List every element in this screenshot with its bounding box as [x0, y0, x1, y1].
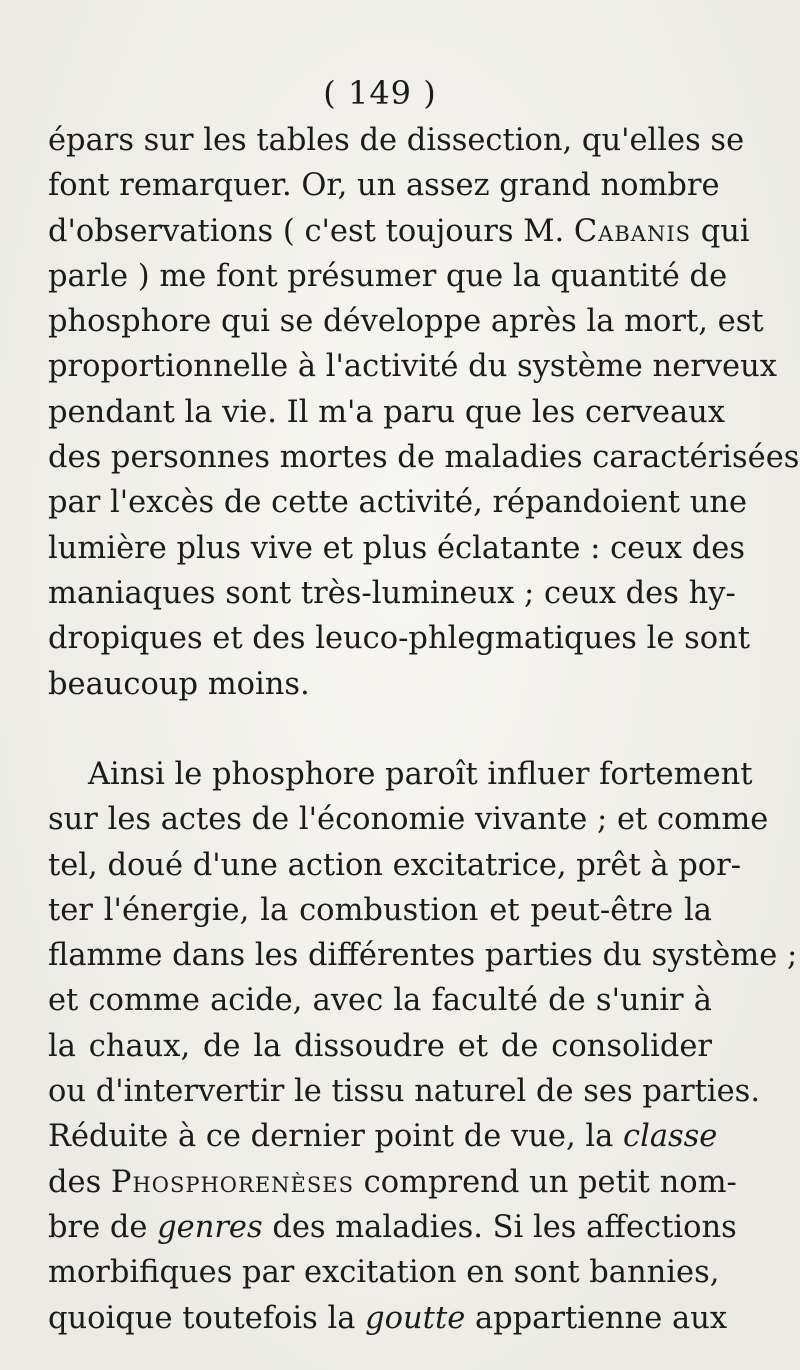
text-segment: flamme dans les différentes parties du système ; [48, 938, 798, 974]
page-number: ( 149 ) [323, 74, 437, 112]
small-caps-text: Phosphorenèses [110, 1164, 354, 1200]
text-line [48, 1160, 737, 1205]
text-segment: tel, doué d'une action excitatrice, prêt à por- [48, 847, 742, 883]
text-line [48, 163, 720, 208]
text-segment: ou d'intervertir le tissu naturel de ses parties. [48, 1074, 761, 1110]
text-segment: par l'excès de cette activité, répandoient une [48, 485, 748, 521]
text-line [48, 390, 725, 435]
text-segment: la chaux, de la dissoudre et de consolider [48, 1028, 712, 1064]
paragraph-1 [48, 118, 800, 707]
text-segment: beaucoup moins. [48, 666, 310, 702]
text-segment: appartienne aux [465, 1300, 728, 1336]
text-segment: Ainsi le phosphore paroît influer fortement [88, 757, 753, 792]
text-line [48, 435, 800, 480]
text-segment: et comme acide, avec la faculté de s'unir à [48, 983, 712, 1019]
text-line [48, 254, 728, 299]
text-segment: des maladies. Si les affections [262, 1209, 737, 1245]
text-line [48, 888, 712, 933]
text-line [48, 209, 750, 254]
text-segment: Réduite à ce dernier point de vue, la [48, 1119, 623, 1155]
text-line [48, 1250, 720, 1295]
italic-text: goutte [365, 1300, 466, 1336]
text-line [48, 571, 736, 616]
text-line [48, 933, 798, 978]
text-line [48, 797, 769, 842]
text-line [48, 616, 751, 661]
text-segment: maniaques sont très-lumineux ; ceux des hy- [48, 575, 736, 611]
text-segment: dropiques et des leuco-phlegmatiques le sont [48, 621, 751, 657]
text-segment: pendant la vie. Il m'a paru que les cerveaux [48, 394, 725, 430]
text-segment: des [48, 1164, 111, 1200]
text-line [48, 1114, 718, 1159]
text-line [48, 299, 764, 344]
text-segment: bre de [48, 1209, 158, 1245]
text-line [48, 662, 712, 707]
text-line [48, 843, 742, 888]
text-segment: comprend un petit nom- [353, 1164, 737, 1200]
text-line [48, 480, 748, 525]
text-segment: proportionnelle à l'activité du système nerveux [48, 349, 777, 385]
paragraph-2 [48, 752, 798, 1341]
text-line [48, 1205, 737, 1250]
italic-text: classe [622, 1119, 718, 1155]
text-line [48, 752, 753, 797]
italic-text: genres [157, 1209, 263, 1245]
text-segment: morbifiques par excitation en sont bannies, [48, 1255, 720, 1291]
text-segment: qui [691, 213, 750, 249]
text-line [48, 1296, 728, 1341]
text-segment: d'observations ( c'est toujours M. [48, 213, 574, 249]
text-segment: lumière plus vive et plus éclatante : ceux des [48, 530, 745, 566]
small-caps-text: Cabanis [573, 213, 692, 249]
text-segment: font remarquer. Or, un assez grand nombre [48, 168, 720, 204]
text-line [48, 1024, 712, 1069]
text-line [48, 118, 745, 163]
text-line [48, 344, 777, 389]
text-segment: ter l'énergie, la combustion et peut-être la [48, 892, 712, 928]
text-line [48, 1069, 761, 1114]
text-segment: épars sur les tables de dissection, qu'elles se [48, 123, 745, 158]
text-segment: des personnes mortes de maladies caractérisées [48, 440, 800, 476]
text-segment: sur les actes de l'économie vivante ; et comme [48, 802, 769, 838]
text-segment: parle ) me font présumer que la quantité de [48, 258, 728, 294]
text-line [48, 978, 712, 1023]
text-line [48, 526, 745, 571]
text-segment: quoique toutefois la [48, 1300, 366, 1336]
text-segment: phosphore qui se développe après la mort, est [48, 304, 764, 340]
